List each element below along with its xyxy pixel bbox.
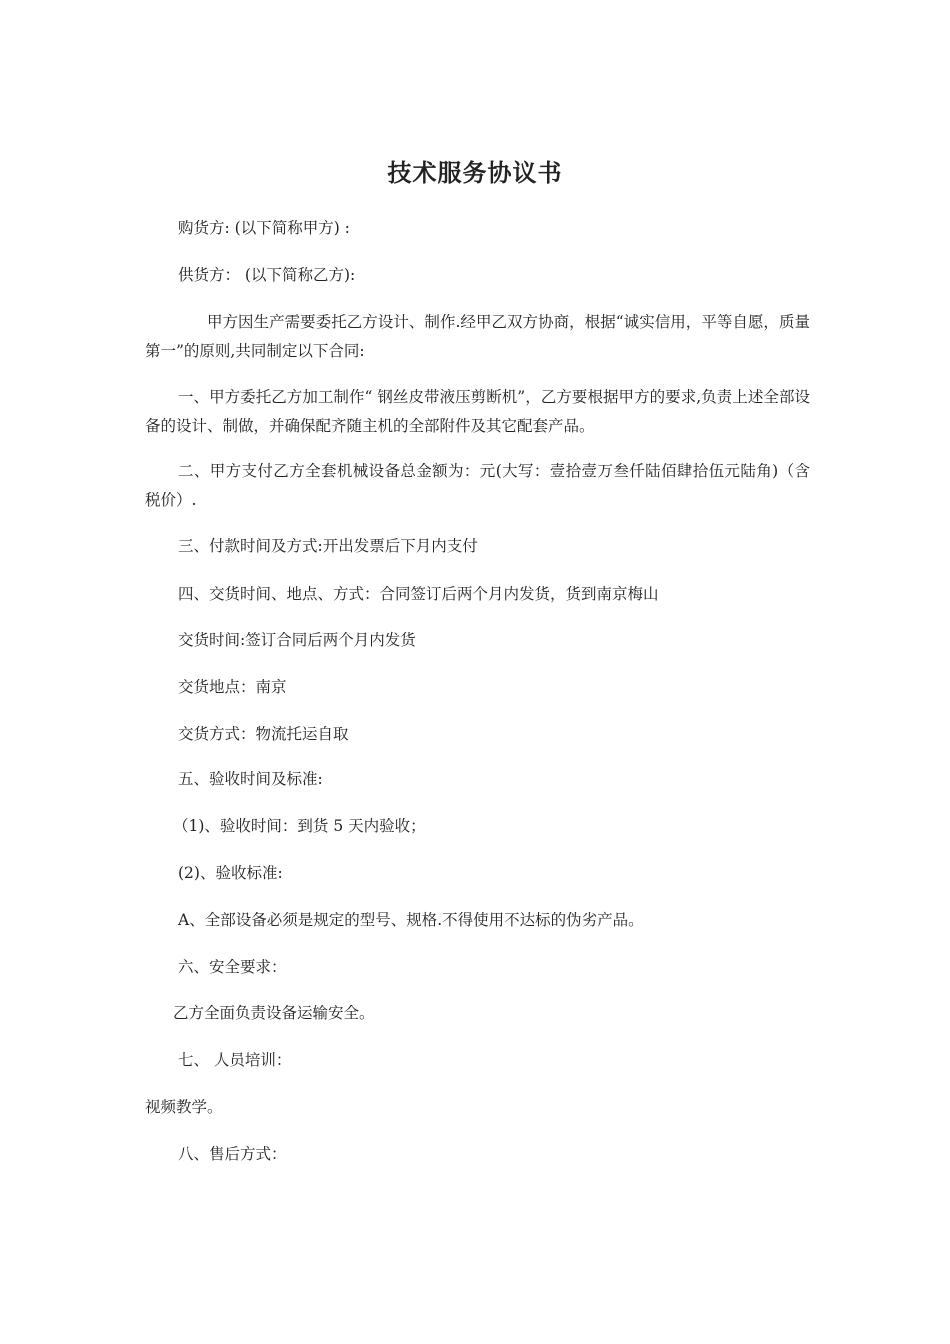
buyer-line: 购货方: (以下简称甲方) : (178, 219, 350, 237)
safety-text: 乙方全面负责设备运输安全。 (173, 1004, 375, 1022)
delivery-method: 交货方式：物流托运自取 (178, 725, 349, 743)
acceptance-time: （1)、验收时间：到货 5 天内验收； (173, 817, 426, 835)
document-title: 技术服务协议书 (387, 158, 563, 187)
delivery-time: 交货时间:签订合同后两个月内发货 (178, 631, 416, 649)
training-text: 视频教学。 (145, 1098, 223, 1116)
intro-paragraph: 甲方因生产需要委托乙方设计、制作.经甲乙双方协商，根据“诚实信用，平等自愿，质量第一”的原则,共同制定以下合同: (145, 313, 810, 360)
clause-4: 四、交货时间、地点、方式：合同签订后两个月内发货，货到南京梅山 (178, 585, 659, 603)
seller-line: 供货方： (以下简称乙方): (178, 266, 356, 284)
clause-6: 六、安全要求： (178, 958, 287, 976)
clause-5: 五、验收时间及标准: (178, 770, 323, 788)
clause-7: 七、 人员培训： (178, 1051, 292, 1069)
clause-1: 一、甲方委托乙方加工制作“ 钢丝皮带液压剪断机”，乙方要根据甲方的要求,负责上述全部设备的设计、制做，并确保配齐随主机的全部附件及其它配套产品。 (145, 388, 810, 435)
clause-8: 八、售后方式： (178, 1145, 287, 1163)
clause-2: 二、甲方支付乙方全套机械设备总金额为：元(大写：壹拾壹万叁仟陆佰肆拾伍元陆角)（含税价）. (145, 462, 810, 509)
acceptance-standard: (2)、验收标准: (178, 864, 283, 882)
standard-a: A、全部设备必须是规定的型号、规格.不得使用不达标的伪劣产品。 (178, 911, 644, 929)
delivery-place: 交货地点：南京 (178, 678, 287, 696)
clause-3: 三、付款时间及方式:开出发票后下月内支付 (178, 537, 478, 555)
